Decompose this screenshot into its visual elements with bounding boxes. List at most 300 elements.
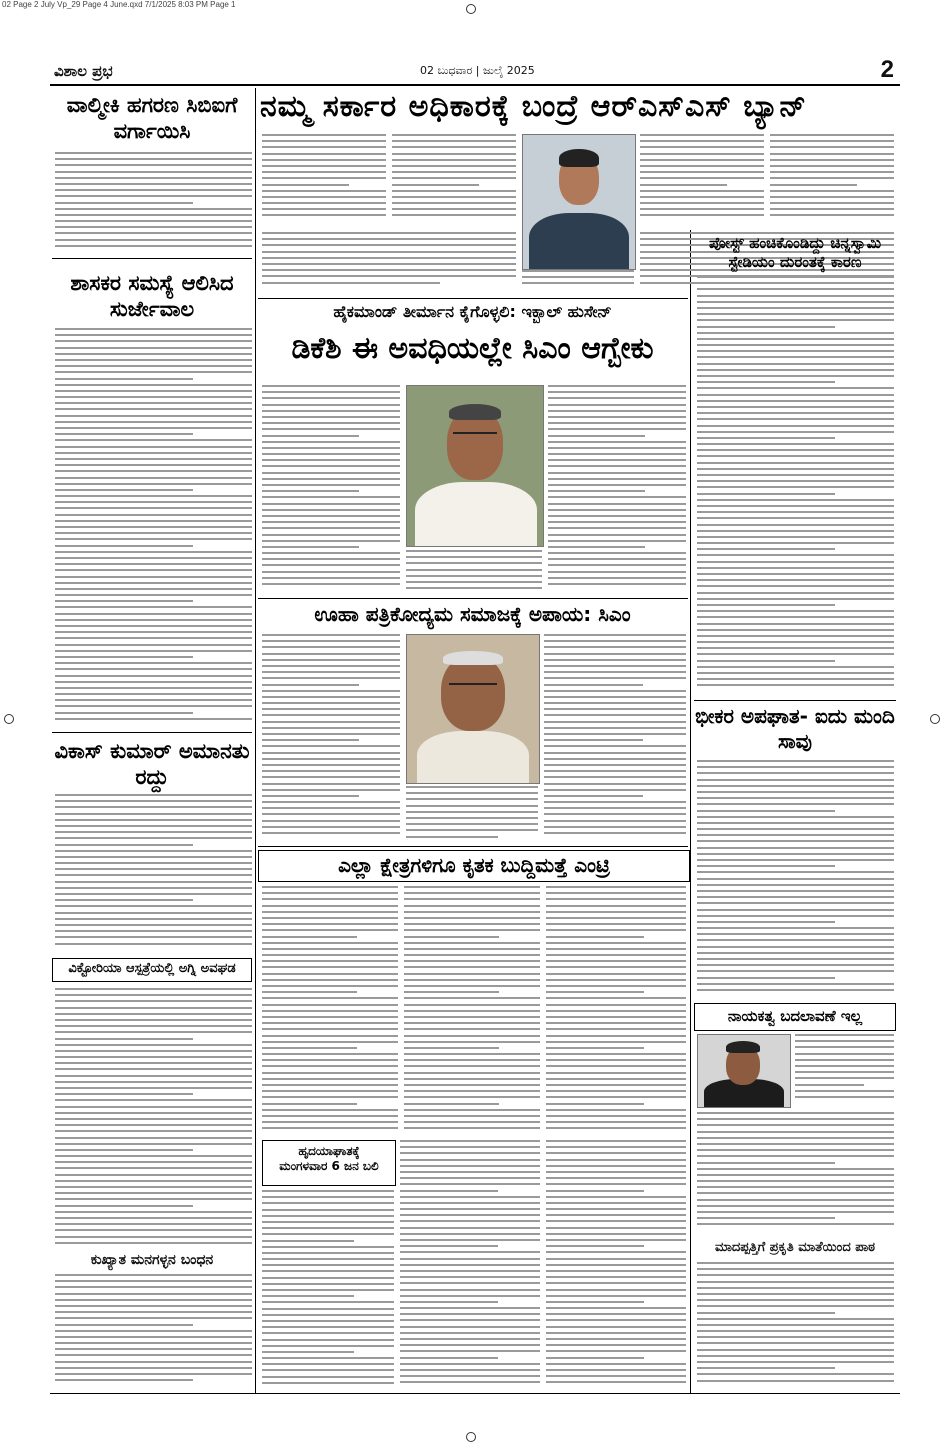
text-line [697,884,894,886]
text-line [55,347,252,349]
text-line [55,862,252,864]
text-line [55,594,252,596]
text-line [697,1143,894,1145]
text-line [262,146,386,148]
text-line [55,844,193,846]
text-line [55,1336,252,1338]
text-line [548,459,686,461]
text-line [55,439,252,441]
text-line [546,1065,686,1067]
text-line [640,165,764,167]
ai-headline: ಎಲ್ಲಾ ಕ್ಷೇತ್ರಗಳಿಗೂ ಕೃತಕ ಬುದ್ದಿಮತ್ತೆ ಎಂಟ್ರಿ [338,853,610,877]
text-line [546,1183,686,1185]
text-line [546,1028,686,1030]
text-line [404,991,499,993]
text-line [55,1274,252,1276]
text-line [262,1078,398,1080]
text-line [697,431,894,433]
text-line [546,1072,686,1074]
valmiki-body [55,152,252,252]
text-line [697,288,894,290]
text-line [640,196,764,198]
text-line [55,489,193,491]
text-line [55,220,252,222]
text-line [697,641,894,643]
madappa-body [697,1262,894,1390]
text-line [55,408,252,410]
text-line [55,576,252,578]
text-line [262,1196,394,1198]
text-line [697,902,894,904]
text-line [795,1084,864,1086]
text-line [544,665,686,667]
text-line [697,295,894,297]
text-line [262,435,359,437]
text-line [262,826,400,828]
text-line [697,616,894,618]
text-line [795,1053,894,1055]
text-line [406,569,542,571]
text-line [406,798,538,800]
text-line [55,477,252,479]
text-line [262,1059,398,1061]
text-line [392,208,516,210]
text-line [697,927,894,929]
text-line [262,942,398,944]
text-line [262,1314,394,1316]
priyank-kharge-photo [522,134,636,270]
text-line [262,991,357,993]
text-line [262,911,398,913]
text-line [392,146,516,148]
text-line [55,1050,252,1052]
iqbal-kicker: ಹೈಕಮಾಂಡ್ ತೀರ್ಮಾನ ಕೈಗೊಳ್ಳಲಿ: ಇಕ್ಬಾಲ್ ಹುಸೇನ್ [333,302,612,321]
text-line [55,402,252,404]
text-line [262,1121,398,1123]
text-line [697,1361,894,1363]
dks-body-col3 [548,385,686,595]
text-line [55,378,193,380]
text-line [404,923,540,925]
text-line [544,770,686,772]
text-line [697,1162,835,1164]
text-line [697,499,894,501]
rss-body-continued [262,232,516,292]
victoria-body [55,988,252,1250]
text-line [546,973,686,975]
text-line [392,202,516,204]
text-line [697,418,894,420]
text-line [55,183,252,185]
text-line [55,328,252,330]
text-line [262,1240,354,1242]
text-line [697,684,894,686]
leadership-body [697,1112,894,1232]
text-line [262,1016,398,1018]
text-line [546,1084,686,1086]
victoria-headline-box [52,958,252,982]
text-line [697,896,894,898]
text-line [697,785,894,787]
text-line [262,134,386,136]
text-line [546,1375,686,1377]
text-line [55,1013,252,1015]
text-line [546,1096,686,1098]
text-line [697,779,894,781]
text-line [400,1264,540,1266]
text-line [262,1004,398,1006]
text-line [697,604,835,606]
text-line [404,1028,540,1030]
text-line [697,766,894,768]
text-line [55,582,252,584]
text-line [548,447,686,449]
text-line [55,988,252,990]
text-line [55,245,252,247]
text-line [400,1227,540,1229]
text-line [55,681,252,683]
accident-body [697,760,894,1000]
text-line [546,929,686,931]
text-line [55,1354,252,1356]
text-line [55,464,252,466]
text-line [262,671,400,673]
text-line [262,1258,394,1260]
text-line [770,159,894,161]
text-line [548,428,686,430]
text-line [546,1053,686,1055]
text-line [697,443,894,445]
text-line [262,184,349,186]
dk-shivakumar-photo [697,1034,791,1108]
dks-cm-headline: ಡಿಕೆಶಿ ಈ ಅವಧಿಯಲ್ಲೇ ಸಿಎಂ ಆಗ್ಬೇಕು [291,331,654,366]
text-line [697,840,894,842]
text-line [544,795,643,797]
text-line [55,662,252,664]
text-line [55,644,252,646]
text-line [697,356,894,358]
text-line [400,1344,540,1346]
text-line [697,468,894,470]
text-line [55,427,252,429]
text-line [262,1227,394,1229]
text-line [55,421,252,423]
text-line [546,960,686,962]
text-line [404,1041,540,1043]
text-line [262,1283,394,1285]
text-line [697,933,894,935]
text-line [262,708,400,710]
text-line [546,1177,686,1179]
text-line [697,859,894,861]
text-line [546,948,686,950]
text-line [548,564,686,566]
text-line [262,640,400,642]
text-line [546,1159,686,1161]
text-line [55,656,193,658]
text-line [697,1131,894,1133]
text-line [548,571,686,573]
text-line [697,791,894,793]
text-line [400,1270,540,1272]
text-line [546,1090,686,1092]
column-rule [690,230,691,1393]
text-line [697,486,894,488]
text-line [406,836,498,838]
text-line [697,524,894,526]
text-line [640,177,764,179]
text-line [544,739,643,741]
text-line [697,474,894,476]
text-line [544,801,686,803]
text-line [697,511,894,513]
text-line [55,384,252,386]
text-line [544,640,686,642]
text-line [548,453,686,455]
text-line [404,892,540,894]
text-line [406,562,542,564]
text-line [55,202,193,204]
text-line [55,905,252,907]
text-line [262,764,400,766]
text-line [262,1351,354,1353]
text-line [400,1375,540,1377]
text-line [262,936,357,938]
text-line [544,714,686,716]
text-line [400,1326,540,1328]
text-line [697,1380,894,1382]
text-line [400,1295,540,1297]
text-line [55,800,252,802]
text-line [697,977,835,979]
text-line [770,196,894,198]
text-line [262,997,398,999]
text-line [262,472,400,474]
text-line [544,690,686,692]
text-line [770,202,894,204]
text-line [55,1205,193,1207]
text-line [404,1053,540,1055]
text-line [546,1270,686,1272]
text-line [640,153,764,155]
text-line [262,140,386,142]
text-line [546,1022,686,1024]
text-line [262,973,398,975]
text-line [262,727,400,729]
text-line [546,1319,686,1321]
text-line [392,196,516,198]
text-line [697,369,894,371]
text-line [262,1308,394,1310]
text-line [404,929,540,931]
text-line [262,1190,394,1192]
text-line [795,1077,894,1079]
text-line [392,159,516,161]
text-line [400,1171,540,1173]
text-line [400,1301,498,1303]
text-line [55,994,252,996]
text-line [404,948,540,950]
text-line [404,985,540,987]
text-line [697,480,894,482]
text-line [55,1174,252,1176]
text-line [406,587,542,589]
text-line [544,813,686,815]
text-line [262,1363,394,1365]
text-line [548,546,645,548]
text-line [404,1022,540,1024]
masthead [50,58,900,86]
text-line [404,898,540,900]
text-line [55,856,252,858]
text-line [795,1034,894,1036]
text-line [262,564,400,566]
text-line [55,943,252,945]
text-line [546,898,686,900]
text-line [55,1229,252,1231]
text-line [795,1065,894,1067]
text-line [400,1319,540,1321]
text-line [392,177,516,179]
page-number: 2 [880,56,894,83]
text-line [262,232,516,234]
text-line [400,1313,540,1315]
text-line [544,677,686,679]
text-line [697,760,894,762]
text-line [697,276,894,278]
text-line [55,1180,252,1182]
text-line [262,534,400,536]
text-line [55,600,193,602]
text-line [262,453,400,455]
text-line [697,672,894,674]
text-line [770,146,894,148]
text-line [697,1223,894,1225]
text-line [546,1103,644,1105]
text-line [262,521,400,523]
text-line [406,829,538,831]
text-line [404,954,540,956]
text-line [262,665,400,667]
text-line [55,1317,252,1319]
text-line [640,184,727,186]
text-line [697,437,835,439]
text-line [697,623,894,625]
text-line [55,470,252,472]
text-line [400,1332,540,1334]
text-line [392,190,516,192]
text-line [262,1357,394,1359]
text-line [546,1245,644,1247]
section-divider [52,732,252,733]
text-line [55,1217,252,1219]
text-line [697,332,894,334]
text-line [544,634,686,636]
text-line [262,540,400,542]
text-line [640,140,764,142]
text-line [262,690,400,692]
text-line [55,1342,252,1344]
text-line [404,997,540,999]
text-line [697,909,894,911]
text-line [262,948,398,950]
accident-headline: ಭೀಕರ ಅಪಘಾತ- ಐದು ಮಂದಿ ಸಾವು [695,704,895,753]
text-line [548,385,686,387]
text-line [548,435,645,437]
text-line [546,1227,686,1229]
text-line [546,911,686,913]
text-line [262,807,400,809]
print-slug: 02 Page 2 July Vp_29 Page 4 June.qxd 7/1/2025 8:03 PM Page 1 [2,0,236,9]
text-line [548,509,686,511]
text-line [262,923,398,925]
text-line [795,1059,894,1061]
text-line [400,1357,498,1359]
text-line [697,1293,894,1295]
text-line [548,465,686,467]
text-line [697,319,894,321]
text-line [55,1167,252,1169]
rss-body-col1 [262,134,386,224]
valmiki-headline: ವಾಲ್ಮೀಕಿ ಹಗರಣ ಸಿಬಿಐಗೆ ವರ್ಗಾಯಿಸಿ [66,93,238,144]
text-line [770,153,894,155]
text-line [697,1168,894,1170]
text-line [55,164,252,166]
text-line [406,786,538,788]
text-line [697,647,894,649]
text-line [400,1152,540,1154]
journalism-body-col1 [262,634,400,842]
post-headline: ಪೋಸ್ಟ್ ಹಂಚಿಕೊಂಡಿದ್ದು ಚಿನ್ನಸ್ವಾಮಿ ಸ್ಟೇಡಿಯಂ ದುರಂತಕ್ಕೆ ಕಾರಣ [708,234,882,271]
text-line [262,776,400,778]
text-line [697,598,894,600]
text-line [262,422,400,424]
text-line [262,190,386,192]
text-line [262,484,400,486]
text-line [640,214,764,216]
text-line [697,946,894,948]
text-line [640,159,764,161]
text-line [697,1192,894,1194]
text-line [262,397,400,399]
text-line [404,905,540,907]
text-line [262,1326,394,1328]
text-line [404,1096,540,1098]
text-line [262,985,398,987]
text-line [697,828,894,830]
text-line [795,1090,894,1092]
text-line [262,714,400,716]
text-line [55,825,252,827]
heart-headline-box [262,1140,396,1186]
leadership-headline-box [694,1003,896,1031]
text-line [55,912,252,914]
text-line [262,1053,398,1055]
text-line [404,1103,499,1105]
text-line [262,153,386,155]
text-line [262,1332,394,1334]
text-line [697,847,894,849]
text-line [262,459,400,461]
text-line [697,970,894,972]
text-line [640,208,764,210]
text-line [697,822,894,824]
text-line [262,960,398,962]
text-line [548,391,686,393]
registration-mark-icon [466,4,476,14]
text-line [262,892,398,894]
text-line [262,552,400,554]
